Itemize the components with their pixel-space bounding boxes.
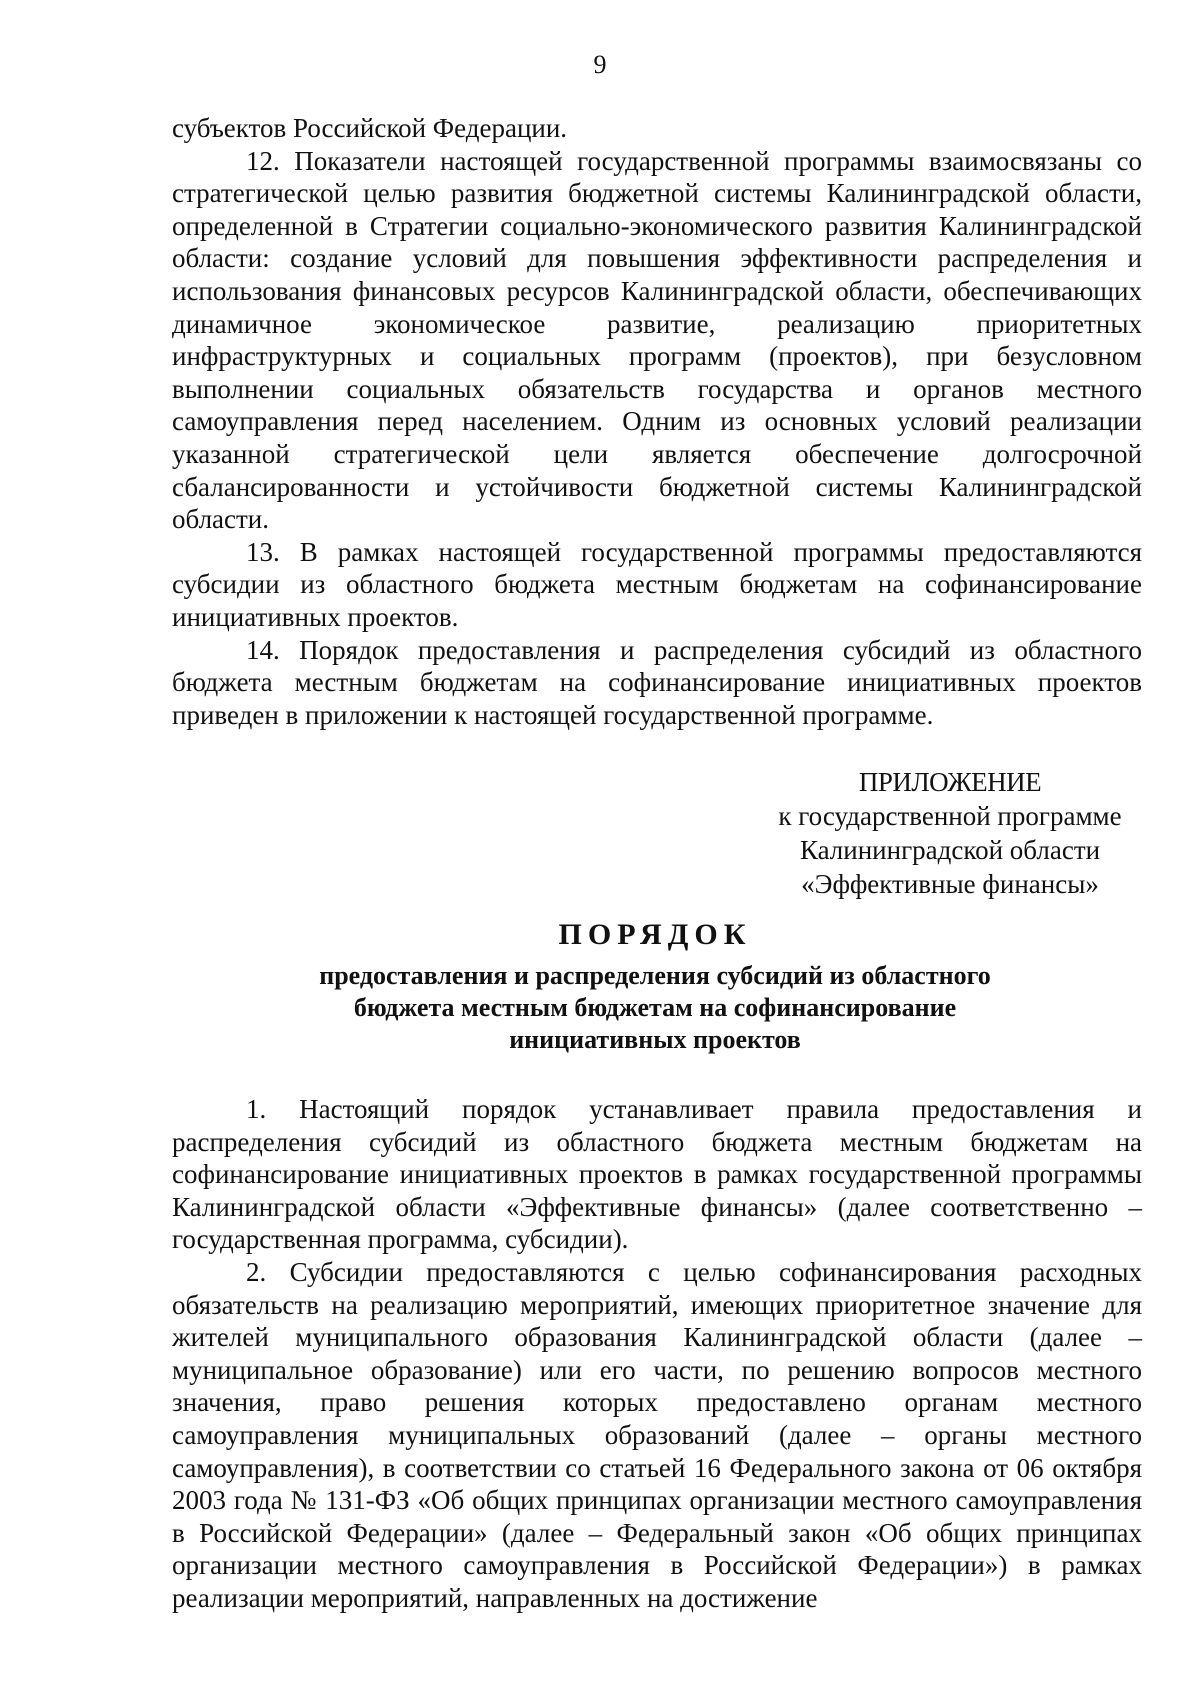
paragraph-13: 13. В рамках настоящей государственной программы предоставляются субсидии из областного бюджета местным бюджетам на софинансирование инициативных проектов. bbox=[172, 536, 1142, 632]
paragraph-12: 12. Показатели настоящей государственной программы взаимосвязаны со стратегической целью развития бюджетной системы Калининградской области, определенной в Стратегии социально-экономического развития Калининградской области: создание условий для повышения эффективности распределения и использования финансовых ресурсов Калининградской области, обеспечивающих динамичное экономическое развитие, реализацию приоритетных инфраструктурных и социальных программ (проектов), при безусловном выполнении социальных обязательств государства и органов местного самоуправления перед населением. Одним из основных условий реализации указанной стратегической цели является обеспечение долгосрочной сбалансированности и устойчивости бюджетной системы Калининградской области. bbox=[172, 145, 1142, 535]
order-subtitle-line-2: бюджета местным бюджетам на софинансирование bbox=[353, 993, 957, 1022]
paragraph-14: 14. Порядок предоставления и распределения субсидий из областного бюджета местным бюджетам на софинансирование инициативных проектов приведен в приложении к настоящей государственной программе. bbox=[172, 634, 1142, 730]
paragraph-continuation: субъектов Российской Федерации. bbox=[172, 113, 568, 143]
order-subtitle bbox=[0, 960, 1200, 1056]
order-paragraph-1: 1. Настоящий порядок устанавливает правила предоставления и распределения субсидий из областного бюджета местным бюджетам на софинансирование инициативных проектов в рамках государственной программы Калининградской области «Эффективные финансы» (далее соответственно – государственная программа, субсидии). bbox=[172, 1094, 1142, 1255]
program-text-section bbox=[172, 112, 1142, 731]
order-text-section bbox=[172, 1093, 1142, 1615]
order-subtitle-line-1: предоставления и распределения субсидий из областного bbox=[319, 961, 991, 990]
order-title: ПОРЯДОК bbox=[558, 918, 752, 951]
order-subtitle-line-3: инициативных проектов bbox=[509, 1025, 801, 1054]
appendix-title: ПРИЛОЖЕНИЕ bbox=[858, 767, 1042, 797]
appendix-line-3: «Эффективные финансы» bbox=[801, 869, 1099, 899]
order-paragraph-2: 2. Субсидии предоставляются с целью софинансирования расходных обязательств на реализацию мероприятий, имеющих приоритетное значение для жителей муниципального образования Калининградской области (далее – муниципальное образование) или его части, по решению вопросов местного значения, право решения которых предоставлено органам местного самоуправления муниципальных образований (далее – органы местного самоуправления), в соответствии со статьей 16 Федерального закона от 06 октября 2003 года № 131-ФЗ «Об общих принципах организации местного самоуправления в Российской Федерации» (далее – Федеральный закон «Об общих принципах организации местного самоуправления в Российской Федерации») в рамках реализации мероприятий, направленных на достижение bbox=[172, 1256, 1142, 1613]
page-number: 9 bbox=[593, 50, 607, 79]
appendix-line-1: к государственной программе bbox=[778, 801, 1122, 831]
appendix-line-2: Калининградской области bbox=[799, 835, 1101, 865]
appendix-header bbox=[740, 765, 1160, 901]
